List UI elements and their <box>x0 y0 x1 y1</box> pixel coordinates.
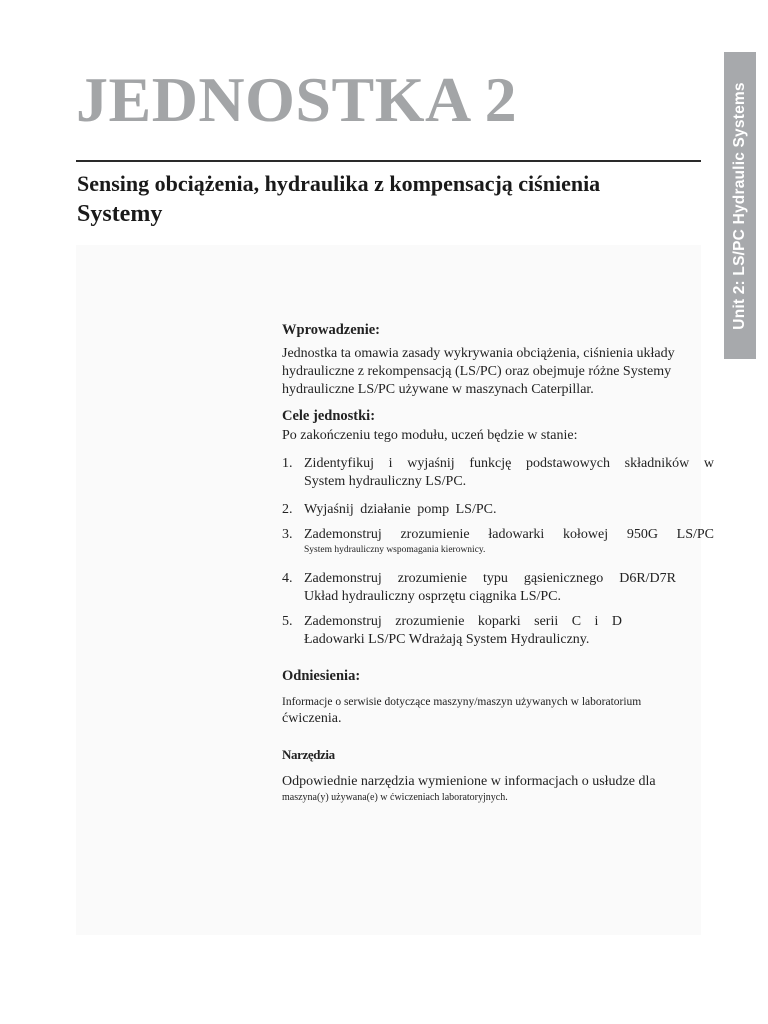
objective-number: 5. <box>282 614 293 629</box>
objective-text: Zademonstruj zrozumienie koparki serii C i D <box>304 614 622 629</box>
side-tab-label: Unit 2: LS/PC Hydraulic Systems <box>731 81 748 330</box>
intro-heading: Wprowadzenie: <box>282 322 381 338</box>
unit-subtitle <box>77 170 600 229</box>
unit-content <box>282 321 714 805</box>
tools-text-continued: maszyna(y) używana(e) w ćwiczeniach laboratoryjnych. <box>282 792 508 803</box>
objective-item <box>282 570 714 606</box>
objective-item <box>282 501 714 519</box>
references-section <box>282 667 714 728</box>
objective-text: Zidentyfikuj i wyjaśnij funkcję podstawowych składników w <box>304 456 714 471</box>
objectives-heading: Cele jednostki: <box>282 408 376 424</box>
unit-side-tab <box>724 52 756 359</box>
tools-section <box>282 746 714 805</box>
references-heading: Odniesienia: <box>282 668 361 684</box>
objective-number: 3. <box>282 527 293 542</box>
subtitle-line-1: Sensing obciążenia, hydraulika z kompensacją ciśnienia <box>77 171 601 196</box>
objectives-lead: Po zakończeniu tego modułu, uczeń będzie w stanie: <box>282 428 578 443</box>
intro-text: Jednostka ta omawia zasady wykrywania obciążenia, ciśnienia układy hydrauliczne z rekompensacją (LS/PC) oraz obejmuje różne Systemy hydrauliczne LS/PC używane w maszynach Caterpillar. <box>282 346 675 397</box>
objective-text: Zademonstruj zrozumienie ładowarki kołowej 950G LS/PC <box>304 527 714 542</box>
objective-item <box>282 526 714 556</box>
objectives-section <box>282 407 714 649</box>
objective-number: 2. <box>282 502 293 517</box>
title-divider <box>76 160 701 162</box>
objective-text-continued: System hydrauliczny LS/PC. <box>304 474 467 489</box>
objective-item <box>282 455 714 491</box>
unit-title: JEDNOSTKA 2 <box>76 64 518 135</box>
objective-text: Wyjaśnij działanie pomp LS/PC. <box>304 502 497 517</box>
objective-text-continued: Układ hydrauliczny osprzętu ciągnika LS/PC. <box>304 589 561 604</box>
objective-text-continued: Ładowarki LS/PC Wdrażają System Hydrauliczny. <box>304 632 590 647</box>
references-text: Informacje o serwisie dotyczące maszyny/maszyn używanych w laboratorium <box>282 696 642 708</box>
objective-number: 4. <box>282 571 293 586</box>
tools-heading: Narzędzia <box>282 747 335 762</box>
references-text-continued: ćwiczenia. <box>282 711 342 726</box>
objective-text: Zademonstruj zrozumienie typu gąsienicznego D6R/D7R <box>304 571 676 586</box>
objective-item <box>282 613 714 649</box>
objectives-list <box>282 455 714 649</box>
subtitle-line-2: Systemy <box>77 200 163 227</box>
objective-number: 1. <box>282 456 293 471</box>
objective-small-text: System hydrauliczny wspomagania kierownicy. <box>304 545 486 555</box>
intro-section <box>282 321 714 399</box>
tools-text: Odpowiednie narzędzia wymienione w informacjach o usłudze dla <box>282 774 656 789</box>
